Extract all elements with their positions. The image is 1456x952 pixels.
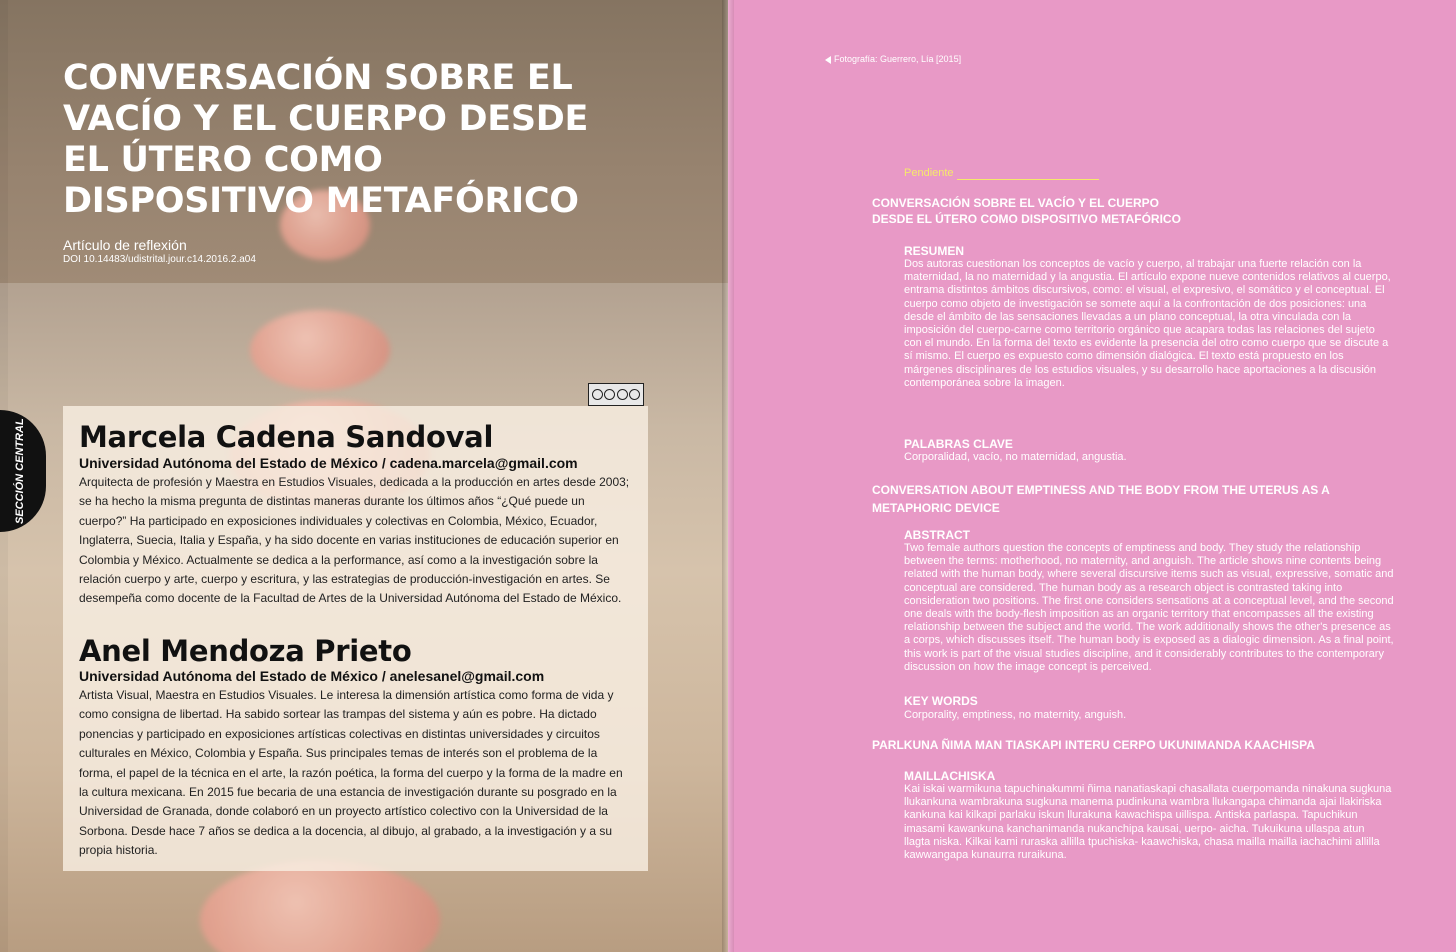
- article-type: Artículo de reflexión: [63, 237, 187, 253]
- author-bio: Artista Visual, Maestra en Estudios Visuales. Le interesa la dimensión artística como forma de vida y como consigna de libertad. Ha sabido sortear las trampas del sistema y aún es pobre. Ha dictado ponencias y participado en exposiciones artísticas colectivas en distintas universidades y circuitos culturales en México, Colombia y España. Sus principales temas de interés son el problema de la forma, el papel de la técnica en el arte, la razón poética, la forma del cuerpo y la forma de la madre en la cultura mexicana. En 2015 fue becaria de una estancia de investigación durante su posgrado en la Universidad de Granada, donde colaboró en un proyecto artístico colectivo con la Universidad de la Sorbona. Desde hace 7 años se dedica a la docencia, al dibujo, al grabado, a la investigación y a su propia historia.: [79, 688, 623, 858]
- resumen-heading: RESUMEN: [904, 244, 965, 258]
- abstract-text: Two female authors question the concepts of emptiness and body. They study the relationship between the terms: motherhood, no maternity, and anguish. The article shows nine contents being related with the human body, where several discursive items such as visual, expressive, somatic and conceptual are considered. The human body as a research object is contrasted taking into consideration two positions. The first one considers sensations at a conceptual level, and the second one deals with the body-flesh imposition as an organic territory that encompasses all the existing relationship between the subject and the world. The work additionally shows the other's presence as a corps, which discusses itself. The human body is exposed as a dialogic dimension. As a final point, this work is part of the visual studies discipline, and it considerably contributes to the contemporary discussion on how the image concept is perceived.: [904, 542, 1394, 673]
- nc-circle-icon: [617, 389, 628, 400]
- author-name: Anel Mendoza Prieto: [79, 634, 412, 668]
- palabras-clave-text: Corporalidad, vacío, no maternidad, angustia.: [904, 451, 1127, 463]
- author-name: Marcela Cadena Sandoval: [79, 420, 494, 454]
- spanish-title: CONVERSACIÓN SOBRE EL VACÍO Y EL CUERPO DESDE EL ÚTERO COMO DISPOSITIVO METAFÓRICO: [872, 196, 1181, 226]
- by-circle-icon: [604, 389, 615, 400]
- resumen-text: Dos autoras cuestionan los conceptos de vacío y cuerpo, al trabajar una fuerte relación con la maternidad, la no maternidad y la angustia. El artículo expone nueve contenidos relativos al cuerpo, entrama distintos ámbitos discursivos, como: el visual, el expresivo, el somático y el conceptual. El cuerpo como objeto de investigación se somete aquí a la confrontación de dos posiciones: una desde el ámbito de las sensaciones llevadas a un plano conceptual, la otra vinculada con la imposición del cuerpo-carne como territorio orgánico que acapara todas las relaciones del sujeto con el mundo. En la forma del texto es evidente la presencia del otro como cuerpo que se discute a sí mismo. El cuerpo es expuesto como dimensión dialógica. El texto está propuesto en los márgenes disciplinares de los estudios visuales, y su desarrollo hace aportaciones a la discusión contemporánea sobre la imagen.: [904, 258, 1391, 389]
- doll-figure: [250, 310, 390, 390]
- key-words-heading: KEY WORDS: [904, 694, 978, 708]
- author-affiliation: Universidad Autónoma del Estado de México / cadena.marcela@gmail.com: [79, 455, 578, 471]
- doi: DOI 10.14483/udistrital.jour.c14.2016.2.a04: [63, 254, 256, 265]
- author-affiliation: Universidad Autónoma del Estado de México / anelesanel@gmail.com: [79, 668, 545, 684]
- maillachiska-heading: MAILLACHISKA: [904, 769, 996, 783]
- section-tab-label: SECCIÓN CENTRAL: [14, 418, 26, 524]
- cc-circle-icon: [592, 389, 603, 400]
- creative-commons-by-nc-sa-icon: [588, 383, 644, 406]
- status-label: Pendiente: [904, 167, 954, 179]
- quechua-title: PARLKUNA ÑIMA MAN TIASKAPI INTERU CERPO UKUNIMANDA KAACHISPA: [872, 738, 1315, 752]
- doll-figure: [200, 860, 440, 952]
- photo-caption-text: Fotografía: Guerrero, Lía [2015]: [834, 54, 962, 64]
- abstract-heading: ABSTRACT: [904, 528, 970, 542]
- status-underline: [957, 179, 1099, 180]
- sa-circle-icon: [629, 389, 640, 400]
- maillachiska-text: Kai iskai warmikuna tapuchinakummi ñima nanatiaskapi chasallata cuerpomanda ninakuna sugkuna llukankuna wambrakuna sugkuna manema pudinkuna wambra llukangapa chimanda ajai llakiriska kankuna kai kilkapi parlaku iskun llurakuna kawachispa uillispa. Antiska parlaspa. Tapuchikun imasami kawankuna kanchanimanda nukanchipa kausai, uerpo- aicha. Tukuikuna ullaspa atun llagta niska. Kilkai kami ruraska allilla tpuchiska- kaawchiska, chasa mailla mailla iachachimi allilla kawwangapa kunaurra ruraikuna.: [904, 783, 1392, 862]
- page-gutter: [722, 0, 734, 952]
- article-title: CONVERSACIÓN SOBRE EL VACÍO Y EL CUERPO DESDE EL ÚTERO COMO DISPOSITIVO METAFÓRICO: [63, 58, 589, 221]
- triangle-left-icon: [825, 56, 831, 64]
- author-bio: Arquitecta de profesión y Maestra en Estudios Visuales, dedicada a la producción en artes desde 2003; se ha hecho la misma pregunta de distintas maneras durante los últimos años “¿Qué puede un cuerpo?” Ha participado en exposiciones individuales y colectivas en Colombia, México, Ecuador, Inglaterra, Suecia, Italia y España, y ha sido docente en varias instituciones de educación superior en Colombia y México. Actualmente se dedica a la performance, así como a la investigación sobre la relación cuerpo y arte, cuerpo y escritura, y las estrategias de producción-investigación en artes. Se desempeña como docente de la Facultad de Artes de la Universidad Autónoma del Estado de México.: [79, 475, 630, 606]
- palabras-clave-heading: PALABRAS CLAVE: [904, 437, 1013, 451]
- key-words-text: Corporality, emptiness, no maternity, anguish.: [904, 709, 1127, 721]
- photo-caption: [825, 54, 961, 64]
- english-title: CONVERSATION ABOUT EMPTINESS AND THE BODY FROM THE UTERUS AS A METAPHORIC DEVICE: [872, 483, 1330, 515]
